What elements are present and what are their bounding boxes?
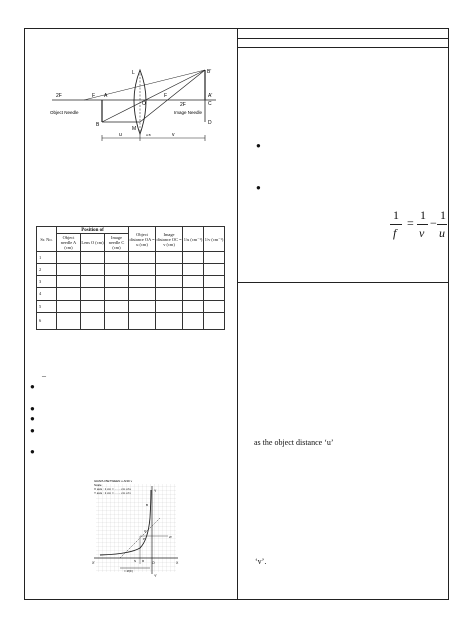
label-B: B [96,122,100,128]
header-lens: Lens O (cm) [81,234,105,252]
bullet-5: ● [30,447,35,456]
label-v: v [172,132,175,138]
graph-header-3: X axis : 1 cm = ....... cm of u [94,487,132,491]
graph-label-Y-prime: Y' [154,574,158,578]
label-L: L [132,70,135,76]
table-row [37,276,225,288]
header-image-distance: Image distance OC = v (cm) [156,227,183,252]
table-row [37,264,225,276]
formula-t2-den: u [439,226,445,240]
header-object-distance: Object distance OA = u (cm) [129,227,156,252]
bullet-3: ● [30,414,35,423]
row-number: 2 [37,264,57,276]
row-number: 1 [37,252,57,264]
formula-eq: = [407,216,414,230]
label-D: D [208,120,212,126]
right-section-rule [237,282,449,283]
u-v-graph [90,478,182,578]
formula-lhs-den: f [393,226,397,240]
bullet-1: ● [30,382,35,391]
header-inverse-u: 1/u (cm⁻¹) [183,227,204,252]
header-sr-no: Sr. No. [37,227,57,252]
row-number: 5 [37,300,57,312]
graph-label-Q: Q [144,529,147,533]
header-object-needle: Object needle A (cm) [57,234,81,252]
table-row [37,252,225,264]
notes-dash: – [42,371,46,380]
label-C: C [208,101,212,107]
row-number: 3 [37,276,57,288]
formula-t2-bar [437,224,447,225]
table-row [37,288,225,300]
graph-label-P: P [143,537,146,541]
label-axis: A B [146,133,151,137]
graph-header-4: Y axis : 1 cm = ....... cm of v [94,491,131,495]
bullet-right-1: ● [256,141,261,150]
label-2F-left: 2F [56,93,62,99]
label-A: A [104,93,108,99]
ray-diagram [44,64,228,148]
row-number: 6 [37,312,57,329]
label-u: u [119,132,122,138]
graph-label-2f-v: 2f [169,535,172,539]
graph-header-1: GRAPH BETWEEN u AND v [94,479,133,483]
label-A-prime: A' [208,93,213,99]
formula-t2-num: 1 [440,208,446,222]
graph-label-S: S [134,559,137,563]
label-B-prime: B' [207,69,212,75]
formula-lhs-num: 1 [393,208,399,222]
header-position-of: Position of [57,227,129,234]
label-F-right: F [164,93,168,99]
object-distance-text: as the object distance ‘u’ [254,438,334,447]
right-header-rule-1 [237,38,449,39]
observation-table [36,226,225,330]
bullet-2: ● [30,404,35,413]
label-M: M [132,126,137,132]
formula-t1-bar [417,224,428,225]
table-row [37,300,225,312]
label-F-left: F [92,93,96,99]
table-row [37,312,225,329]
formula-minus: − [430,216,437,230]
right-header-rule-2 [237,47,449,48]
formula-lhs-bar [390,224,402,225]
ray-3 [84,70,205,100]
formula-t1-den: v [419,226,425,240]
graph-label-X-prime: X' [92,561,96,565]
label-2F-right: 2F [180,102,186,108]
graph-header-2: Scale [94,483,102,487]
graph-label-Y: Y [154,489,157,493]
graph-label-B: B [146,503,149,507]
v-quote-text: ‘v’. [255,557,267,566]
bullet-right-2: ● [256,183,261,192]
graph-label-X: X [176,561,179,565]
label-image-needle: Image Needle [174,110,203,115]
graph-label-R: R [142,559,145,563]
label-O: O [142,101,146,107]
row-number: 4 [37,288,57,300]
label-object-needle: Object Needle [50,110,79,115]
bullet-4: ● [30,426,35,435]
formula-t1-num: 1 [420,208,426,222]
header-inverse-v: 1/v (cm⁻¹) [204,227,225,252]
graph-label-2f-u: = 2f(F) [124,569,133,573]
graph-label-O: O [152,561,155,565]
header-image-needle: Image needle C (cm) [105,234,129,252]
column-divider [237,28,238,600]
